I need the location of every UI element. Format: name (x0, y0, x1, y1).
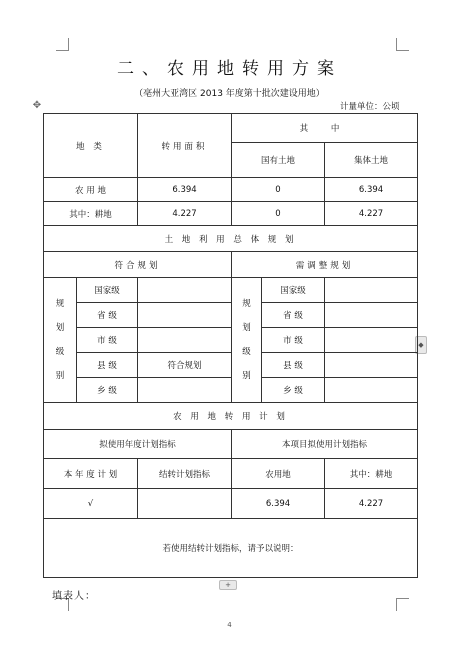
side-resize-handle-icon[interactable]: ◆ (415, 336, 427, 354)
level-province: 省 级 (77, 303, 138, 328)
row-label: 其中：耕地 (44, 202, 138, 226)
cell-collective[interactable]: 4.227 (325, 202, 418, 226)
cell-area[interactable]: 4.227 (138, 202, 232, 226)
farmland-value[interactable]: 6.394 (232, 489, 325, 519)
bottom-resize-handle-icon[interactable]: + (219, 580, 237, 590)
transfer-table (43, 113, 418, 578)
current-year-header: 本 年 度 计 划 (44, 459, 138, 489)
level-city: 市 级 (262, 328, 325, 353)
proposed-index-header: 拟使用年度计划指标 (44, 430, 232, 459)
header-state-owned: 国有土地 (232, 143, 325, 178)
level-label: 规 划 级 别 (232, 278, 262, 403)
conform-cell-province[interactable] (138, 303, 232, 328)
adjust-cell-city[interactable] (325, 328, 418, 353)
level-province: 省 级 (262, 303, 325, 328)
adjust-cell-county[interactable] (325, 353, 418, 378)
level-township: 乡 级 (77, 378, 138, 403)
level-county: 县 级 (77, 353, 138, 378)
level-label: 规 划 级 别 (44, 278, 77, 403)
adjust-cell-province[interactable] (325, 303, 418, 328)
crop-mark (56, 38, 69, 51)
conform-plan-header: 符合规划 (44, 252, 232, 278)
cultivated-header: 其中：耕地 (325, 459, 418, 489)
cell-state[interactable]: 0 (232, 202, 325, 226)
conform-cell-township[interactable] (138, 378, 232, 403)
level-national: 国家级 (77, 278, 138, 303)
transfer-plan-title: 农 用 地 转 用 计 划 (44, 403, 418, 430)
header-transfer-area: 转用面积 (138, 114, 232, 178)
level-city: 市 级 (77, 328, 138, 353)
unit-label: 计量单位：公顷 (340, 102, 400, 112)
carryover-note[interactable]: 若使用结转计划指标，请予以说明： (44, 519, 418, 578)
current-year-value[interactable]: √ (44, 489, 138, 519)
plan-section-title: 土 地 利 用 总 体 规 划 (44, 226, 418, 252)
cell-state[interactable]: 0 (232, 178, 325, 202)
crop-mark (396, 598, 409, 611)
level-township: 乡 级 (262, 378, 325, 403)
header-category: 地 类 (44, 114, 138, 178)
project-index-header: 本项目拟使用计划指标 (232, 430, 418, 459)
level-national: 国家级 (262, 278, 325, 303)
adjust-cell-township[interactable] (325, 378, 418, 403)
adjust-cell-national[interactable] (325, 278, 418, 303)
adjust-plan-header: 需调整规划 (232, 252, 418, 278)
cultivated-value[interactable]: 4.227 (325, 489, 418, 519)
header-collective: 集体土地 (325, 143, 418, 178)
carryover-header: 结转计划指标 (138, 459, 232, 489)
crop-mark (396, 38, 409, 51)
header-of-which: 其 中 (232, 114, 418, 143)
page-number: 4 (227, 621, 232, 629)
level-county: 县 级 (262, 353, 325, 378)
conform-cell-national[interactable] (138, 278, 232, 303)
carryover-value[interactable] (138, 489, 232, 519)
table-move-handle-icon[interactable]: ✥ (32, 100, 42, 111)
cell-area[interactable]: 6.394 (138, 178, 232, 202)
conform-cell-county[interactable]: 符合规划 (138, 353, 232, 378)
cell-collective[interactable]: 6.394 (325, 178, 418, 202)
filler-label: 填表人： (52, 591, 96, 602)
page-subtitle: （亳州大亚湾区 2013 年度第十批次建设用地） (134, 89, 325, 99)
page-title: 二、农用地转用方案 (117, 59, 342, 79)
farmland-header: 农用地 (232, 459, 325, 489)
row-label: 农 用 地 (44, 178, 138, 202)
conform-cell-city[interactable] (138, 328, 232, 353)
